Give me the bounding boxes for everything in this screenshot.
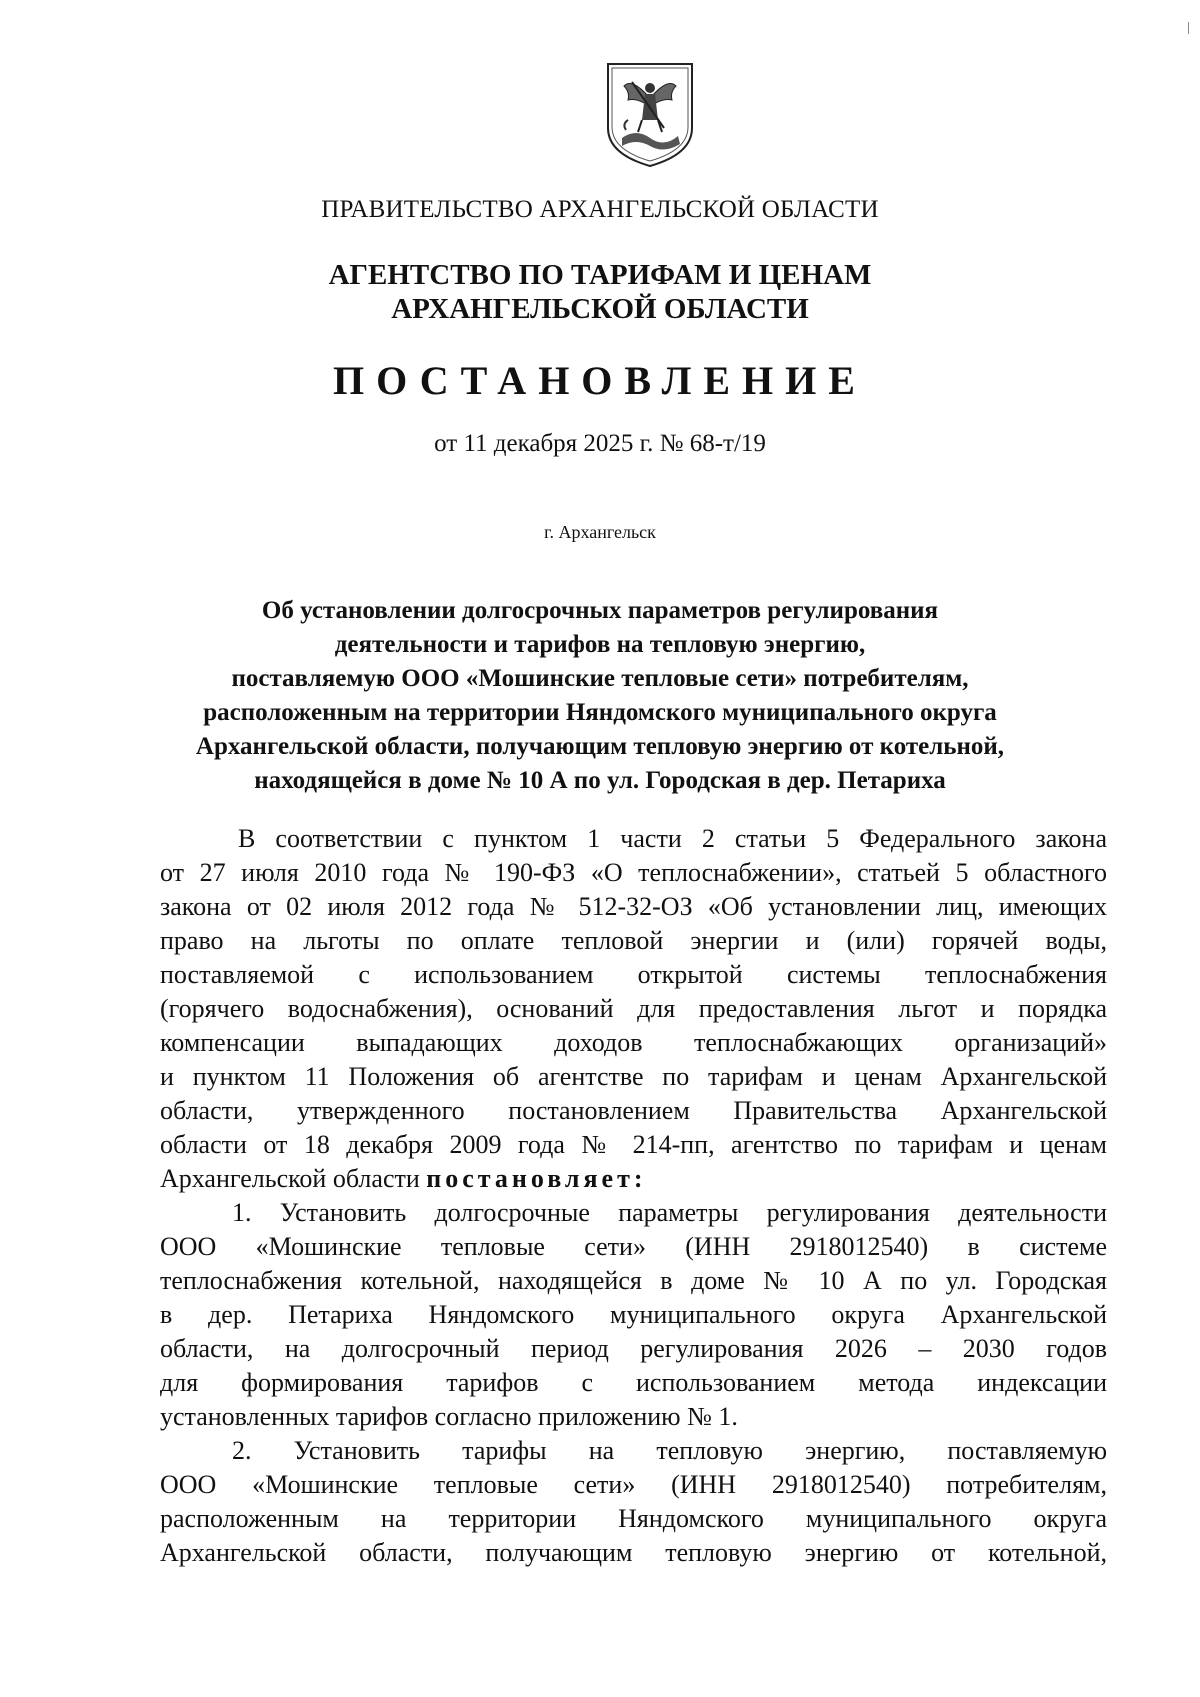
body-line: области, утвержденного постановлением Правительства Архангельской	[160, 1096, 1107, 1125]
title-line: расположенным на территории Няндомского муниципального округа	[203, 699, 997, 726]
title-line: поставляемую ООО «Мошинские тепловые сети» потребителям,	[231, 665, 969, 692]
title-line: деятельности и тарифов на тепловую энергию,	[334, 631, 866, 658]
body-line: теплоснабжения котельной, находящейся в доме № 10 А по ул. Городская	[160, 1266, 1107, 1295]
body-line: ООО «Мошинские тепловые сети» (ИНН 2918012540) потребителям,	[160, 1470, 1107, 1499]
document-body	[160, 822, 1107, 1570]
item-1-paragraph	[160, 1196, 1107, 1434]
preamble-paragraph	[160, 822, 1107, 1196]
agency-name-line: АРХАНГЕЛЬСКОЙ ОБЛАСТИ	[391, 293, 809, 325]
document-city: г. Архангельск	[544, 522, 656, 542]
body-line: в дер. Петариха Няндомского муниципального округа Архангельской	[160, 1300, 1107, 1329]
resolves-word: постановляет	[426, 1164, 634, 1193]
agency-name	[0, 258, 1200, 326]
body-line: Архангельской области, получающим тепловую энергию от котельной,	[160, 1538, 1107, 1567]
document-title	[160, 594, 1040, 798]
item-2-paragraph	[160, 1434, 1107, 1570]
document-date-number: от 11 декабря 2025 г. № 68-т/19	[434, 430, 766, 457]
agency-name-line: АГЕНТСТВО ПО ТАРИФАМ И ЦЕНАМ	[328, 259, 872, 291]
body-line	[160, 1162, 1107, 1196]
body-line: компенсации выпадающих доходов теплоснабжающих организаций»	[160, 1028, 1107, 1057]
document-type: ПОСТАНОВЛЕНИЕ	[333, 358, 867, 403]
body-line: В соответствии с пунктом 1 части 2 статьи 5 Федерального закона	[238, 824, 1107, 853]
body-line: ООО «Мошинские тепловые сети» (ИНН 2918012540) в системе	[160, 1232, 1107, 1261]
scan-mark	[1188, 22, 1189, 34]
body-line: и пунктом 11 Положения об агентстве по тарифам и ценам Архангельской	[160, 1062, 1107, 1091]
body-line: для формирования тарифов с использованием метода индексации	[160, 1368, 1107, 1397]
body-line: установленных тарифов согласно приложению № 1.	[160, 1402, 738, 1431]
body-line: поставляемой с использованием открытой системы теплоснабжения	[160, 960, 1107, 989]
resolves-colon: :	[633, 1164, 647, 1193]
title-line: находящейся в доме № 10 А по ул. Городская в дер. Петариха	[254, 767, 946, 794]
coat-of-arms-emblem	[602, 58, 698, 170]
body-line: (горячего водоснабжения), оснований для предоставления льгот и порядка	[160, 994, 1107, 1023]
body-line: право на льготы по оплате тепловой энергии и (или) горячей воды,	[160, 926, 1107, 955]
title-line: Об установлении долгосрочных параметров регулирования	[261, 597, 939, 624]
body-line: от 27 июля 2010 года № 190-ФЗ «О теплоснабжении», статьей 5 областного	[160, 858, 1107, 887]
preamble-last-text: Архангельской области	[160, 1164, 420, 1193]
body-line: области от 18 декабря 2009 года № 214-пп, агентство по тарифам и ценам	[160, 1130, 1107, 1159]
body-line: закона от 02 июля 2012 года № 512-32-ОЗ «Об установлении лиц, имеющих	[160, 892, 1107, 921]
body-line: области, на долгосрочный период регулирования 2026 – 2030 годов	[160, 1334, 1107, 1363]
government-name: ПРАВИТЕЛЬСТВО АРХАНГЕЛЬСКОЙ ОБЛАСТИ	[321, 196, 879, 223]
body-line: 1. Установить долгосрочные параметры регулирования деятельности	[232, 1198, 1107, 1227]
body-line: расположенным на территории Няндомского муниципального округа	[160, 1504, 1107, 1533]
body-line: 2. Установить тарифы на тепловую энергию, поставляемую	[232, 1436, 1107, 1465]
title-line: Архангельской области, получающим тепловую энергию от котельной,	[195, 733, 1005, 760]
